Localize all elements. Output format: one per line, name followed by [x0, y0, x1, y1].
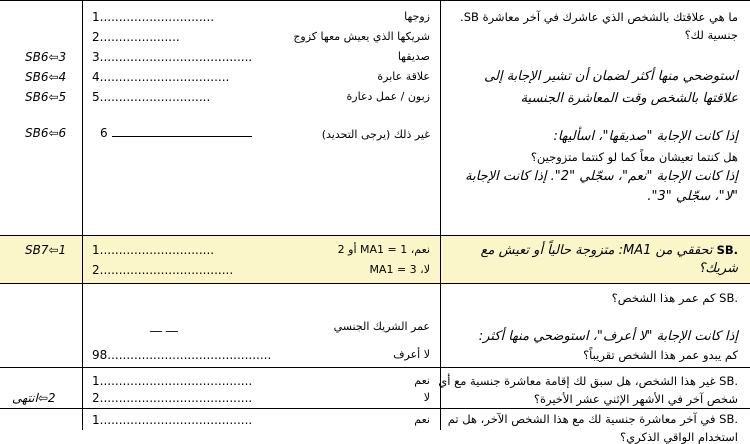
option-code[interactable]: 1..............................: [92, 243, 215, 257]
skip-instruction: SB7⇦1: [25, 243, 67, 257]
age-input[interactable]: __ __: [150, 318, 178, 332]
option-label: زوجها: [404, 10, 430, 23]
option-label: شريكها الذي يعيش معها كزوج: [293, 30, 430, 43]
interviewer-instruction: إذا كانت الإجابة "لا أعرف"، استوضحي منها أكثر:: [478, 329, 738, 344]
option-code[interactable]: 1..............................: [92, 10, 215, 24]
question-text: .SB غير هذا الشخص، هل سبق لك إقامة معاشرة جنسية مع أي: [438, 374, 738, 388]
column-divider-skip: [82, 0, 83, 430]
skip-instruction: 2⇦انتهى: [12, 391, 56, 405]
skip-instruction: SB6⇦6: [25, 126, 67, 140]
option-label: غير ذلك (يرجى التحديد): [321, 128, 430, 141]
option-label: لا: [423, 391, 430, 404]
option-label: صديقها: [397, 50, 430, 63]
option-code[interactable]: 4..................................: [92, 70, 230, 84]
question-text: .SB في آخر معاشرة جنسية لك مع هذا الشخص الآخر، هل تم: [447, 412, 738, 426]
option-label: علاقة عابرة: [377, 70, 430, 83]
row-rule: [0, 367, 750, 368]
row-rule: [0, 283, 750, 284]
skip-instruction: SB6⇦5: [25, 90, 67, 104]
question-text: .SB تحققي من MA1: متزوجة حالياً أو تعيش مع: [480, 243, 738, 258]
option-label: نعم: [414, 374, 430, 387]
dk-code[interactable]: 98...........................................: [92, 348, 272, 362]
option-code[interactable]: 2........................................: [92, 391, 253, 405]
skip-instruction: SB6⇦3: [25, 50, 67, 64]
option-label: زبون / عمل دعارة: [346, 90, 430, 103]
interviewer-instruction: استوضحي منها أكثر لضمان أن تشير الإجابة إلى: [484, 69, 738, 84]
interviewer-instruction: إذا كانت الإجابة "صديقها"، اسأليها:: [553, 129, 738, 144]
row-rule: [0, 235, 750, 236]
option-code[interactable]: 2...................................: [92, 263, 234, 277]
option-label: نعم، MA1 = 1 أو 2: [337, 243, 430, 256]
option-label: نعم: [414, 413, 430, 426]
column-divider-question: [440, 0, 441, 430]
age-label: عمر الشريك الجنسي: [333, 320, 430, 333]
option-code[interactable]: 2.....................: [92, 30, 180, 44]
question-text: .SB كم عمر هذا الشخص؟: [611, 291, 738, 305]
option-code[interactable]: 1........................................: [92, 374, 253, 388]
skip-instruction: SB6⇦4: [25, 70, 67, 84]
option-code[interactable]: 6: [100, 126, 252, 140]
questionnaire-page: .SB ما هي علاقتك بالشخص الذي عاشرك في آخر معاشرة جنسية لك؟ استوضحي منها أكثر لضمان أن تشير الإجابة إلى علاقتها بالشخص وقت المعاشرة الجنسية إذا كانت الإجابة "صديقها"، اسأليها: هل كنتما تعيشان معاً كما لو كنتما متزوجين؟ إذا كانت الإجابة "نعم"، سجّلي "2". إذا كانت الإجابة "لا"، سجّلي "3". زوجها 1.............................. شريكها الذي يعيش معها كزوج 2..................... صديقها 3........................................ SB6⇦3 علاقة عابرة 4.................................. SB6⇦4 زبون / عمل دعارة 5............................. SB6⇦5 غير ذلك (يرجى التحديد) 6 SB6⇦6 .SB تحققي من MA1: متزوجة حالياً أو تعيش مع شريك؟ نعم، MA1 = 1 أو 2 1.............................. SB7⇦1 لا، MA1 = 3 2................................... .SB كم عمر هذا الشخص؟ إذا كانت الإجابة "لا أعرف"، استوضحي منها أكثر: كم يبدو عمر هذا الشخص تقريباً؟ عمر الشريك الجنسي __ __ لا أعرف 98........................................... .SB غير هذا الشخص، هل سبق لك إقامة معاشرة جنسية مع أي شخص آخر في الأشهر الإثني عشر الأخيرة؟ نعم 1........................................ لا 2........................................ 2⇦انتهى .SB في آخر معاشرة جنسية لك مع هذا الشخص الآخر، هل تم استخدام الواقي الذكري؟ نعم 1........................................: [0, 0, 750, 430]
row-rule: [0, 408, 750, 409]
dk-label: لا أعرف: [393, 348, 430, 361]
option-code[interactable]: 5.............................: [92, 90, 211, 104]
option-label: لا، MA1 = 3: [369, 263, 430, 276]
option-code[interactable]: 1........................................: [92, 413, 253, 427]
question-text: .SB ما هي علاقتك بالشخص الذي عاشرك في آخر معاشرة: [460, 10, 738, 24]
option-code[interactable]: 3........................................: [92, 50, 253, 64]
